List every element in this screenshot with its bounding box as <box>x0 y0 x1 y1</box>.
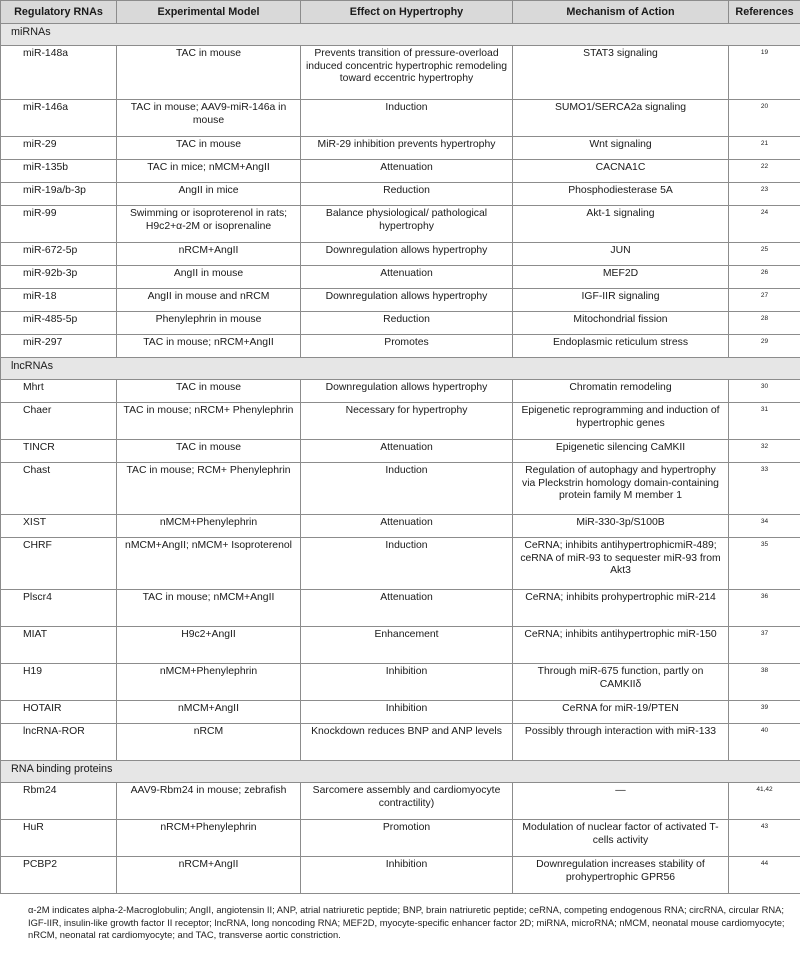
row-mechanism: IGF-IIR signaling <box>513 289 729 312</box>
table-row <box>1 403 800 440</box>
row-effect: Downregulation allows hypertrophy <box>301 289 513 312</box>
table-row <box>1 440 800 463</box>
table-row <box>1 380 800 403</box>
row-mechanism: Epigenetic reprogramming and induction of hypertrophic genes <box>513 403 729 440</box>
row-name: CHRF <box>1 538 117 590</box>
header-mechanism-of-action: Mechanism of Action <box>513 1 729 24</box>
row-effect: Prevents transition of pressure-overload induced concentric hypertrophic remodeling toward eccentric hypertrophy <box>301 46 513 100</box>
row-effect: Induction <box>301 538 513 590</box>
row-name: Chast <box>1 463 117 515</box>
header-effect-on-hypertrophy: Effect on Hypertrophy <box>301 1 513 24</box>
row-effect: Necessary for hypertrophy <box>301 403 513 440</box>
row-model: nRCM+AngII <box>117 857 301 894</box>
row-reference: 40 <box>729 724 800 761</box>
header-regulatory-rnas: Regulatory RNAs <box>1 1 117 24</box>
row-model: TAC in mouse; AAV9-miR-146a in mouse <box>117 100 301 137</box>
row-reference: 31 <box>729 403 800 440</box>
row-reference: 29 <box>729 335 800 358</box>
row-reference: 28 <box>729 312 800 335</box>
row-name: PCBP2 <box>1 857 117 894</box>
row-model: AngII in mice <box>117 183 301 206</box>
header-references: References <box>729 1 800 24</box>
row-name: miR-485-5p <box>1 312 117 335</box>
row-name: Mhrt <box>1 380 117 403</box>
row-name: lncRNA-ROR <box>1 724 117 761</box>
row-mechanism: CeRNA; inhibits antihypertrophicmiR-489; ceRNA of miR-93 to sequester miR-93 from Akt3 <box>513 538 729 590</box>
table-row <box>1 335 800 358</box>
row-effect: Enhancement <box>301 627 513 664</box>
row-reference: 21 <box>729 137 800 160</box>
section-title: miRNAs <box>1 24 800 46</box>
table-row <box>1 590 800 627</box>
row-reference: 23 <box>729 183 800 206</box>
row-reference: 22 <box>729 160 800 183</box>
row-effect: Balance physiological/ pathological hypertrophy <box>301 206 513 243</box>
row-name: Chaer <box>1 403 117 440</box>
row-model: nRCM+Phenylephrin <box>117 820 301 857</box>
row-model: nMCM+Phenylephrin <box>117 515 301 538</box>
table-row <box>1 820 800 857</box>
row-name: HOTAIR <box>1 701 117 724</box>
row-effect: Knockdown reduces BNP and ANP levels <box>301 724 513 761</box>
row-name: H19 <box>1 664 117 701</box>
row-name: Plscr4 <box>1 590 117 627</box>
row-reference: 20 <box>729 100 800 137</box>
table-row <box>1 100 800 137</box>
row-mechanism: SUMO1/SERCA2a signaling <box>513 100 729 137</box>
row-model: Swimming or isoproterenol in rats; H9c2+α-2M or isoprenaline <box>117 206 301 243</box>
table-row <box>1 783 800 820</box>
table-row <box>1 289 800 312</box>
row-reference: 36 <box>729 590 800 627</box>
table-row <box>1 463 800 515</box>
row-mechanism: Akt-1 signaling <box>513 206 729 243</box>
table-row <box>1 857 800 894</box>
row-mechanism: CeRNA; inhibits antihypertrophic miR-150 <box>513 627 729 664</box>
row-effect: Inhibition <box>301 664 513 701</box>
row-mechanism: Downregulation increases stability of prohypertrophic GPR56 <box>513 857 729 894</box>
row-reference: 33 <box>729 463 800 515</box>
row-model: TAC in mouse; nRCM+ Phenylephrin <box>117 403 301 440</box>
row-name: TINCR <box>1 440 117 463</box>
table-row <box>1 515 800 538</box>
table-row <box>1 701 800 724</box>
row-reference: 26 <box>729 266 800 289</box>
row-model: nMCM+AngII; nMCM+ Isoproterenol <box>117 538 301 590</box>
row-model: nRCM <box>117 724 301 761</box>
row-reference: 34 <box>729 515 800 538</box>
row-model: AngII in mouse <box>117 266 301 289</box>
row-model: TAC in mouse <box>117 440 301 463</box>
row-model: nRCM+AngII <box>117 243 301 266</box>
row-effect: Induction <box>301 100 513 137</box>
row-mechanism: CeRNA for miR-19/PTEN <box>513 701 729 724</box>
row-mechanism: Mitochondrial fission <box>513 312 729 335</box>
table-footnote: α-2M indicates alpha-2-Macroglobulin; AngII, angiotensin II; ANP, atrial natriuretic peptide; BNP, brain natriuretic peptide; ceRNA, competing endogenous RNA; circRNA, circular RNA; IGF-IIR, insulin-like growth factor II receptor; lncRNA, long noncoding RNA; MEF2D, myocyte-specific enhancer factor 2D; miRNA, microRNA; nMCM, neonatal mouse cardiomyocyte; nRCM, neonatal rat cardiomyocyte; and TAC, transverse aortic constriction. <box>28 904 785 940</box>
row-model: nMCM+AngII <box>117 701 301 724</box>
row-mechanism: Epigenetic silencing CaMKII <box>513 440 729 463</box>
row-model: AAV9-Rbm24 in mouse; zebrafish <box>117 783 301 820</box>
row-effect: Promotes <box>301 335 513 358</box>
row-model: Phenylephrin in mouse <box>117 312 301 335</box>
row-effect: Attenuation <box>301 160 513 183</box>
row-reference: 27 <box>729 289 800 312</box>
section-title: lncRNAs <box>1 358 800 380</box>
row-mechanism: JUN <box>513 243 729 266</box>
row-name: MIAT <box>1 627 117 664</box>
table-row <box>1 664 800 701</box>
row-effect: Attenuation <box>301 440 513 463</box>
section-row <box>1 358 800 380</box>
row-model: TAC in mouse; RCM+ Phenylephrin <box>117 463 301 515</box>
row-mechanism: CACNA1C <box>513 160 729 183</box>
row-model: TAC in mouse; nRCM+AngII <box>117 335 301 358</box>
row-name: miR-19a/b-3p <box>1 183 117 206</box>
row-mechanism: MEF2D <box>513 266 729 289</box>
row-name: miR-29 <box>1 137 117 160</box>
row-reference: 35 <box>729 538 800 590</box>
section-row <box>1 761 800 783</box>
table-row <box>1 724 800 761</box>
row-mechanism: Phosphodiesterase 5A <box>513 183 729 206</box>
table-row <box>1 266 800 289</box>
table-row <box>1 538 800 590</box>
row-name: XIST <box>1 515 117 538</box>
row-model: AngII in mouse and nRCM <box>117 289 301 312</box>
row-name: miR-18 <box>1 289 117 312</box>
row-reference: 30 <box>729 380 800 403</box>
row-mechanism: MiR-330-3p/S100B <box>513 515 729 538</box>
table-row <box>1 243 800 266</box>
header-row <box>1 1 800 24</box>
row-mechanism: Regulation of autophagy and hypertrophy via Pleckstrin homology domain-containing protein family M member 1 <box>513 463 729 515</box>
row-reference: 39 <box>729 701 800 724</box>
row-effect: Downregulation allows hypertrophy <box>301 380 513 403</box>
row-effect: Attenuation <box>301 266 513 289</box>
row-name: miR-146a <box>1 100 117 137</box>
row-model: nMCM+Phenylephrin <box>117 664 301 701</box>
table-body <box>1 24 800 894</box>
table-row <box>1 160 800 183</box>
row-name: Rbm24 <box>1 783 117 820</box>
section-row <box>1 24 800 46</box>
row-name: miR-672-5p <box>1 243 117 266</box>
table-row <box>1 183 800 206</box>
row-reference: 38 <box>729 664 800 701</box>
table-row <box>1 206 800 243</box>
row-name: miR-99 <box>1 206 117 243</box>
row-model: TAC in mouse <box>117 380 301 403</box>
row-name: miR-135b <box>1 160 117 183</box>
table-row <box>1 627 800 664</box>
row-reference: 32 <box>729 440 800 463</box>
row-model: TAC in mouse <box>117 46 301 100</box>
table-row <box>1 46 800 100</box>
row-name: miR-148a <box>1 46 117 100</box>
row-effect: Downregulation allows hypertrophy <box>301 243 513 266</box>
row-effect: Induction <box>301 463 513 515</box>
table-row <box>1 312 800 335</box>
table-row <box>1 137 800 160</box>
row-mechanism: — <box>513 783 729 820</box>
row-mechanism: STAT3 signaling <box>513 46 729 100</box>
row-mechanism: Through miR-675 function, partly on CAMKIIδ <box>513 664 729 701</box>
row-effect: Inhibition <box>301 701 513 724</box>
header-experimental-model: Experimental Model <box>117 1 301 24</box>
row-name: miR-92b-3p <box>1 266 117 289</box>
row-mechanism: Chromatin remodeling <box>513 380 729 403</box>
row-effect: MiR-29 inhibition prevents hypertrophy <box>301 137 513 160</box>
row-effect: Sarcomere assembly and cardiomyocyte contractility) <box>301 783 513 820</box>
row-effect: Attenuation <box>301 590 513 627</box>
row-mechanism: CeRNA; inhibits prohypertrophic miR-214 <box>513 590 729 627</box>
row-reference: 43 <box>729 820 800 857</box>
row-model: TAC in mouse; nMCM+AngII <box>117 590 301 627</box>
row-model: H9c2+AngII <box>117 627 301 664</box>
row-mechanism: Modulation of nuclear factor of activated T-cells activity <box>513 820 729 857</box>
row-model: TAC in mice; nMCM+AngII <box>117 160 301 183</box>
row-name: HuR <box>1 820 117 857</box>
row-reference: 25 <box>729 243 800 266</box>
row-reference: 24 <box>729 206 800 243</box>
row-reference: 41,42 <box>729 783 800 820</box>
row-effect: Promotion <box>301 820 513 857</box>
row-reference: 44 <box>729 857 800 894</box>
row-mechanism: Endoplasmic reticulum stress <box>513 335 729 358</box>
section-title: RNA binding proteins <box>1 761 800 783</box>
row-effect: Inhibition <box>301 857 513 894</box>
row-name: miR-297 <box>1 335 117 358</box>
row-mechanism: Wnt signaling <box>513 137 729 160</box>
row-model: TAC in mouse <box>117 137 301 160</box>
row-effect: Reduction <box>301 312 513 335</box>
row-reference: 19 <box>729 46 800 100</box>
row-reference: 37 <box>729 627 800 664</box>
row-effect: Attenuation <box>301 515 513 538</box>
row-effect: Reduction <box>301 183 513 206</box>
row-mechanism: Possibly through interaction with miR-133 <box>513 724 729 761</box>
